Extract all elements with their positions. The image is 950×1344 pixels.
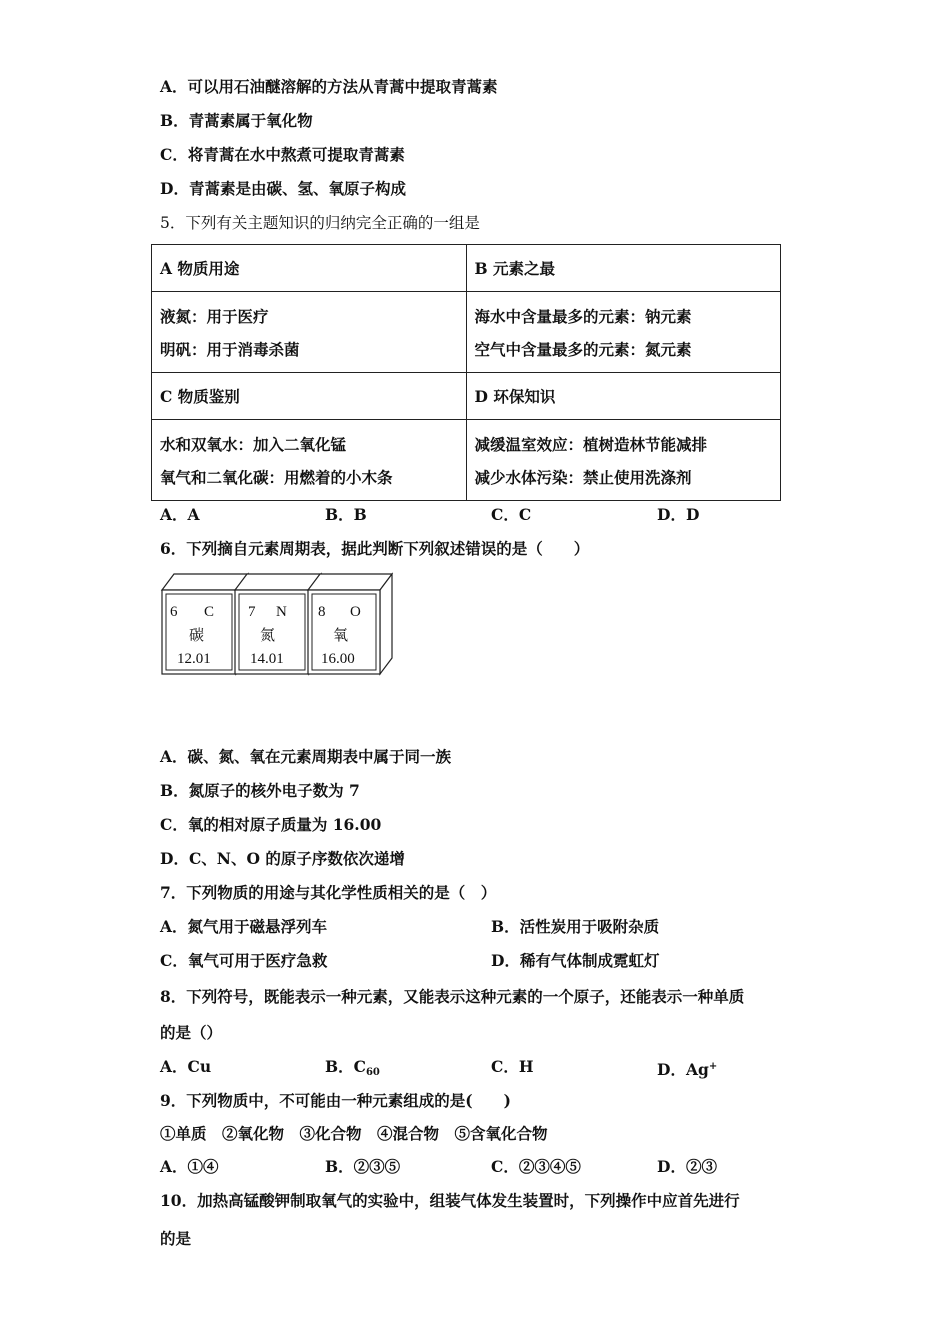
q5-cell-b-content	[466, 292, 781, 373]
cell-n-number: 7	[248, 604, 256, 620]
q8-option-b-subscript: 60	[365, 1067, 380, 1078]
q5-option-a: A．A	[160, 505, 200, 524]
q4-option-a: A．可以用石油醚溶解的方法从青蒿中提取青蒿素	[160, 77, 498, 96]
cell-c-number: 6	[170, 604, 178, 620]
q8-option-d-superscript: +	[708, 1061, 718, 1072]
q5-stem: 5．下列有关主题知识的归纳完全正确的一组是	[160, 214, 480, 232]
q6-option-a: A．碳、氮、氧在元素周期表中属于同一族	[160, 747, 452, 766]
q5-option-b: B．B	[325, 505, 367, 524]
q6-stem: 6．下列摘自元素周期表，据此判断下列叙述错误的是（ ）	[160, 539, 590, 558]
cell-c-mass: 12.01	[177, 651, 211, 667]
q5-option-c: C．C	[491, 505, 532, 524]
q5-c-line1: 水和双氧水：加入二氧化锰	[160, 435, 347, 454]
cell-n-mass: 14.01	[250, 651, 284, 667]
q5-cell-a-title: A 物质用途	[152, 245, 467, 292]
cell-c-name: 碳	[189, 628, 205, 644]
q10-stem-line2: 的是	[160, 1229, 192, 1248]
cell-o-number: 8	[318, 604, 326, 620]
q8-stem-line1: 8．下列符号，既能表示一种元素，又能表示这种元素的一个原子，还能表示一种单质	[160, 987, 745, 1006]
q5-cell-d-content	[466, 420, 781, 501]
q9-option-c: C．②③④⑤	[491, 1157, 581, 1176]
q9-items: ①单质 ②氧化物 ③化合物 ④混合物 ⑤含氧化合物	[160, 1124, 548, 1143]
q8-option-d-text: D．Ag	[657, 1060, 709, 1079]
q6-option-b: B．氮原子的核外电子数为 7	[160, 781, 360, 800]
q5-a-line2: 明矾：用于消毒杀菌	[160, 340, 300, 359]
cell-c-symbol: C	[204, 604, 215, 620]
cell-n-symbol: N	[276, 604, 287, 620]
q5-table	[151, 244, 781, 501]
q7-option-c: C．氧气可用于医疗急救	[160, 951, 328, 970]
q10-stem-line1: 10．加热高锰酸钾制取氧气的实验中，组装气体发生装置时，下列操作中应首先进行	[160, 1191, 740, 1210]
q5-cell-b-title: B 元素之最	[466, 245, 781, 292]
q5-b-line1: 海水中含量最多的元素：钠元素	[474, 307, 692, 326]
q5-option-d: D．D	[657, 505, 700, 524]
cell-o-symbol: O	[350, 604, 361, 620]
q8-option-b	[325, 1057, 380, 1083]
q5-cell-c-title: C 物质鉴别	[152, 373, 467, 420]
q5-d-line2: 减少水体污染：禁止使用洗涤剂	[474, 468, 692, 487]
q6-option-c: C．氧的相对原子质量为 16.00	[160, 815, 382, 834]
q8-option-b-text: B．C	[325, 1057, 366, 1076]
q4-option-b: B．青蒿素属于氧化物	[160, 111, 313, 130]
q5-b-line2: 空气中含量最多的元素：氮元素	[474, 340, 692, 359]
cell-o-top-face	[308, 574, 392, 590]
q5-cell-d-title: D 环保知识	[466, 373, 781, 420]
q5-cell-c-content	[152, 420, 467, 501]
q8-option-d	[657, 1057, 717, 1080]
q5-cell-a-content	[152, 292, 467, 373]
cell-n-name: 氮	[260, 628, 276, 644]
q5-c-line2: 氧气和二氧化碳：用燃着的小木条	[160, 468, 393, 487]
cell-c-top-face	[162, 574, 248, 590]
q7-option-b: B．活性炭用于吸附杂质	[491, 917, 660, 936]
cell-o-side-face	[380, 574, 392, 674]
q9-option-d: D．②③	[657, 1157, 717, 1176]
q9-stem: 9．下列物质中，不可能由一种元素组成的是( )	[160, 1091, 511, 1110]
q5-d-line1: 减缓温室效应：植树造林节能减排	[474, 435, 708, 454]
q7-option-a: A．氮气用于磁悬浮列车	[160, 917, 328, 936]
cell-o-mass: 16.00	[321, 651, 355, 667]
q6-option-d: D．C、N、O 的原子序数依次递增	[160, 849, 405, 868]
q5-a-line1: 液氮：用于医疗	[160, 307, 269, 326]
q9-option-b: B．②③⑤	[325, 1157, 401, 1176]
q7-stem: 7．下列物质的用途与其化学性质相关的是（ ）	[160, 883, 497, 902]
cell-o-name: 氧	[333, 628, 349, 644]
q8-option-c: C．H	[491, 1057, 534, 1076]
q8-option-a: A．Cu	[160, 1057, 212, 1076]
periodic-table-excerpt	[160, 572, 400, 686]
q8-stem-line2: 的是（）	[160, 1023, 223, 1042]
q4-option-c: C．将青蒿在水中熬煮可提取青蒿素	[160, 145, 405, 164]
q4-option-d: D．青蒿素是由碳、氢、氧原子构成	[160, 179, 406, 198]
q9-option-a: A．①④	[160, 1157, 219, 1176]
q7-option-d: D．稀有气体制成霓虹灯	[491, 951, 660, 970]
cell-n-top-face	[235, 574, 321, 590]
